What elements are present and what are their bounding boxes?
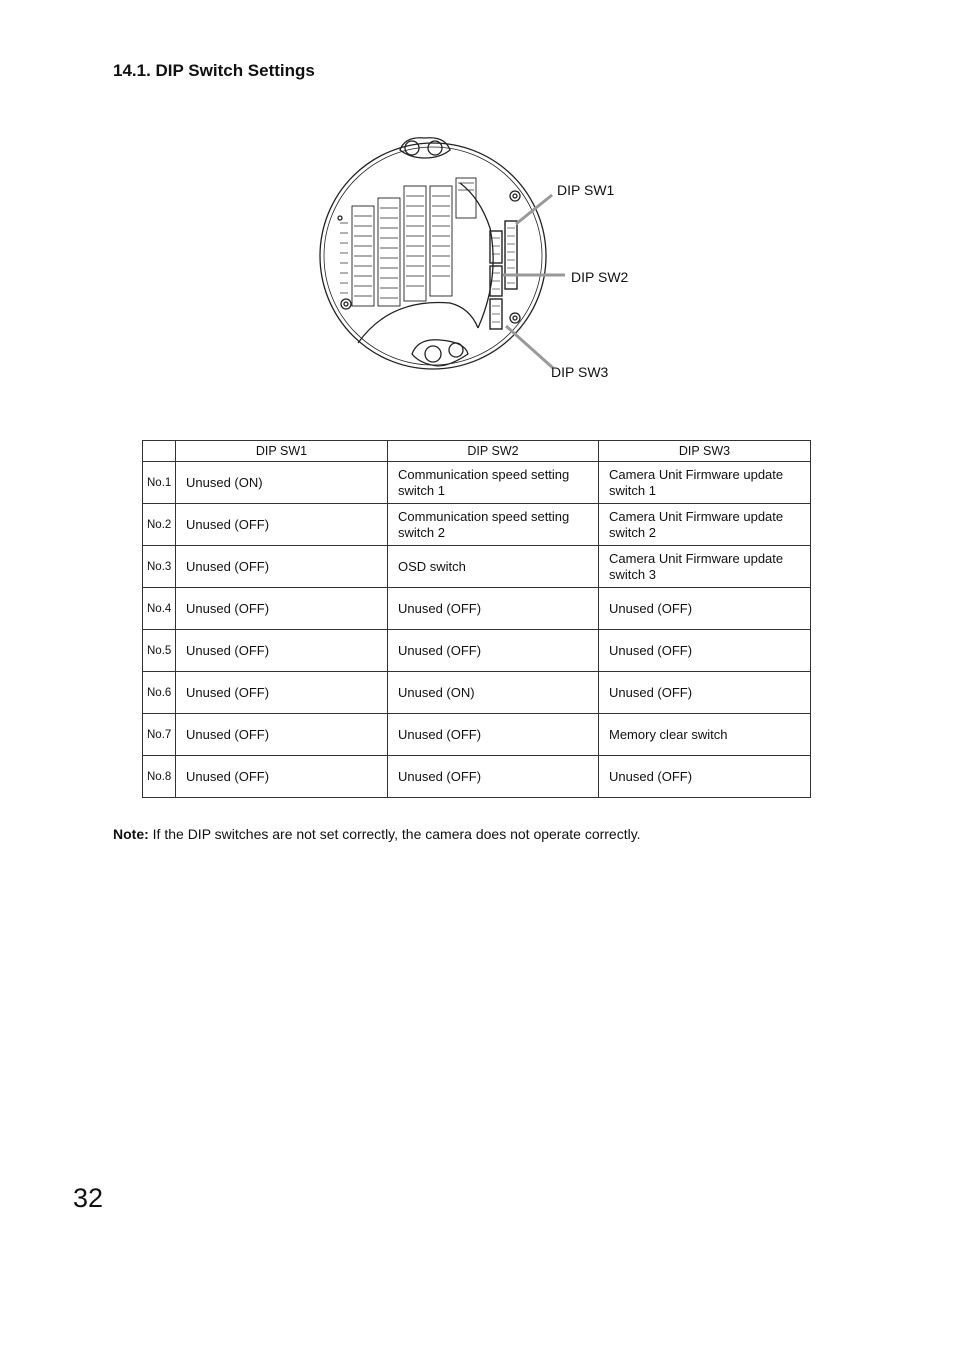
table-row [143,462,811,504]
row-number: No.6 [143,672,176,714]
sw3-cell: Camera Unit Firmware update switch 1 [599,462,811,504]
table-row [143,672,811,714]
camera-base-illustration [300,128,660,390]
sw1-cell: Unused (OFF) [176,588,388,630]
column-header-number [143,441,176,462]
note-label: Note: [113,826,149,842]
sw1-cell: Unused (OFF) [176,714,388,756]
sw1-cell: Unused (OFF) [176,630,388,672]
sw2-cell: Unused (OFF) [388,588,599,630]
row-number: No.3 [143,546,176,588]
table-row [143,588,811,630]
dip-sw3-callout: DIP SW3 [551,364,609,380]
sw1-cell: Unused (OFF) [176,546,388,588]
camera-base-diagram [300,128,660,390]
sw2-cell: Communication speed setting switch 2 [388,504,599,546]
sw2-cell: Unused (ON) [388,672,599,714]
table-row [143,546,811,588]
section-title: 14.1. DIP Switch Settings [113,61,315,80]
note [113,826,641,842]
sw3-cell: Camera Unit Firmware update switch 3 [599,546,811,588]
table-row [143,504,811,546]
row-number: No.4 [143,588,176,630]
sw3-cell: Unused (OFF) [599,672,811,714]
table-header-row [143,441,811,462]
note-text: If the DIP switches are not set correctly, the camera does not operate correctly. [152,826,641,842]
sw2-cell: Unused (OFF) [388,630,599,672]
table-row [143,756,811,798]
sw2-cell: Communication speed setting switch 1 [388,462,599,504]
column-header-dip-sw3: DIP SW3 [599,441,811,462]
row-number: No.1 [143,462,176,504]
dip-sw2-callout: DIP SW2 [571,269,629,285]
sw3-cell: Unused (OFF) [599,756,811,798]
sw2-cell: Unused (OFF) [388,756,599,798]
column-header-dip-sw2: DIP SW2 [388,441,599,462]
sw2-cell: Unused (OFF) [388,714,599,756]
dip-switch-table [142,440,811,798]
row-number: No.8 [143,756,176,798]
sw1-cell: Unused (OFF) [176,672,388,714]
sw1-cell: Unused (OFF) [176,504,388,546]
table-row [143,714,811,756]
sw1-cell: Unused (ON) [176,462,388,504]
sw1-cell: Unused (OFF) [176,756,388,798]
sw3-cell: Camera Unit Firmware update switch 2 [599,504,811,546]
row-number: No.5 [143,630,176,672]
column-header-dip-sw1: DIP SW1 [176,441,388,462]
sw3-cell: Memory clear switch [599,714,811,756]
page-number: 32 [73,1183,104,1213]
dip-sw1-callout: DIP SW1 [557,182,615,198]
sw3-cell: Unused (OFF) [599,630,811,672]
sw3-cell: Unused (OFF) [599,588,811,630]
sw2-cell: OSD switch [388,546,599,588]
row-number: No.7 [143,714,176,756]
row-number: No.2 [143,504,176,546]
table-row [143,630,811,672]
